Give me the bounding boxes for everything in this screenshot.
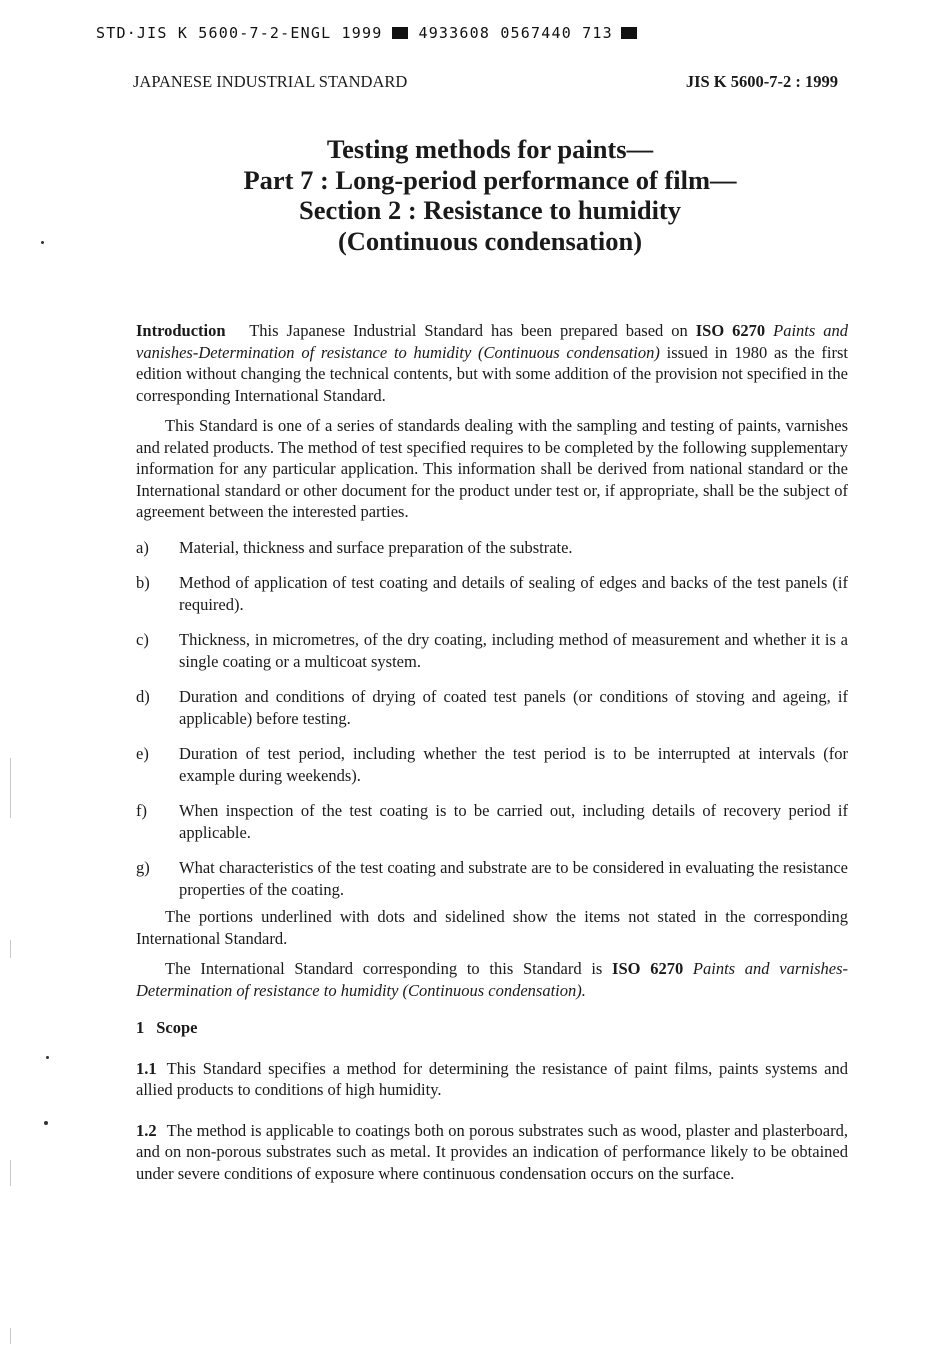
title-line-1: Testing methods for paints— [326,134,654,164]
header-standard-type: JAPANESE INDUSTRIAL STANDARD [133,72,408,91]
intl-iso-ref: ISO 6270 [612,959,684,978]
list-item-label: d) [136,687,150,706]
supplementary-info-list [136,537,848,901]
document-stamp [96,24,637,42]
list-item-text: What characteristics of the test coating and substrate are to be considered in evaluating the resistance properties of the coating. [179,858,848,899]
stamp-block-mark [392,27,408,39]
list-item-text: Duration of test period, including whether the test period is to be interrupted at intervals (for example during weekends). [179,744,848,785]
list-item-text: Method of application of test coating and details of sealing of edges and backs of the test panels (if required). [179,573,848,614]
header-standard-number: JIS K 5600-7-2 : 1999 [685,72,838,91]
stamp-text: STD·JIS K 5600-7-2-ENGL 1999 [96,24,383,42]
introduction-text-b: issued in 1980 as the first edition without changing the technical contents, but with some addition of the provision not specified in the corresponding International Standard. [136,342,848,405]
introduction-paragraph [136,320,848,406]
margin-sideline [10,1328,11,1344]
list-item [136,537,848,559]
intl-text-a: The International Standard corresponding to this Standard is [165,959,603,978]
list-item-label: f) [136,801,147,820]
scope-clause-1-1 [136,1058,848,1101]
list-item-text: Duration and conditions of drying of coated test panels (or conditions of stoving and ageing, if applicable) before testing. [179,687,848,728]
list-item [136,857,848,900]
scope-section-number: 1 [136,1018,145,1037]
portions-paragraph: The portions underlined with dots and sidelined show the items not stated in the corresponding International Standard. [136,907,848,948]
scan-speck [41,241,44,244]
introduction-iso-title: Paints and vanishes-Determination of resistance to humidity (Continuous condensation) [136,321,849,362]
list-item [136,572,848,615]
list-item [136,800,848,843]
list-item-text: When inspection of the test coating is to be carried out, including details of recovery period if applicable. [179,801,848,842]
introduction-label: Introduction [136,321,226,340]
scan-speck [44,1121,48,1125]
list-item-label: c) [136,630,149,649]
international-standard-paragraph [136,958,848,1001]
scope-clause-1-2 [136,1120,848,1185]
list-item-label: a) [136,537,149,557]
clause-text: This Standard specifies a method for determining the resistance of paint films, paints systems and allied products to conditions of high humidity. [136,1058,848,1099]
margin-sideline [10,758,11,818]
list-item-label: e) [136,744,149,763]
list-item-text: Material, thickness and surface preparation of the substrate. [179,537,573,557]
title-line-2: Part 7 : Long-period performance of film— [243,164,737,195]
intl-iso-title: Paints and varnishes-Determination of resistance to humidity (Continuous condensation). [136,959,849,1000]
clause-number: 1.1 [136,1058,157,1078]
introduction-text-a: This Japanese Industrial Standard has been prepared based on [249,321,688,340]
list-item-label: g) [136,858,150,877]
title-line-3: Section 2 : Resistance to humidity [298,195,682,225]
document-body [136,320,848,1203]
list-item [136,686,848,729]
margin-sideline [10,940,11,958]
scope-heading [136,1017,848,1039]
series-paragraph: This Standard is one of a series of standards dealing with the sampling and testing of paints, varnishes and related products. The method of test specified requires to be completed by the following supplementary information for any particular application. This information shall be derived from national standard or the International standard or other document for the product under test or, if appropriate, shall be the subject of agreement between the interested parties. [136,416,848,521]
stamp-block-mark-end [621,27,637,39]
list-item [136,743,848,786]
clause-text: The method is applicable to coatings both on porous substrates such as wood, plaster and plasterboard, and on non-porous substrates such as metal. It provides an indication of performance likely to be obtained under severe conditions of exposure where continuous condensation occurs on the surface. [136,1120,848,1183]
clause-number: 1.2 [136,1120,157,1140]
introduction-iso-ref: ISO 6270 [695,321,766,340]
list-item-label: b) [136,573,150,592]
stamp-codes: 4933608 0567440 713 [418,24,613,42]
list-item-text: Thickness, in micrometres, of the dry coating, including method of measurement and whether it is a single coating or a multicoat system. [179,630,848,671]
list-item [136,629,848,672]
scan-speck [46,1056,49,1059]
title-line-4: (Continuous condensation) [337,225,643,256]
document-title [100,134,880,256]
scope-section-title: Scope [156,1018,198,1037]
margin-sideline [10,1160,11,1186]
